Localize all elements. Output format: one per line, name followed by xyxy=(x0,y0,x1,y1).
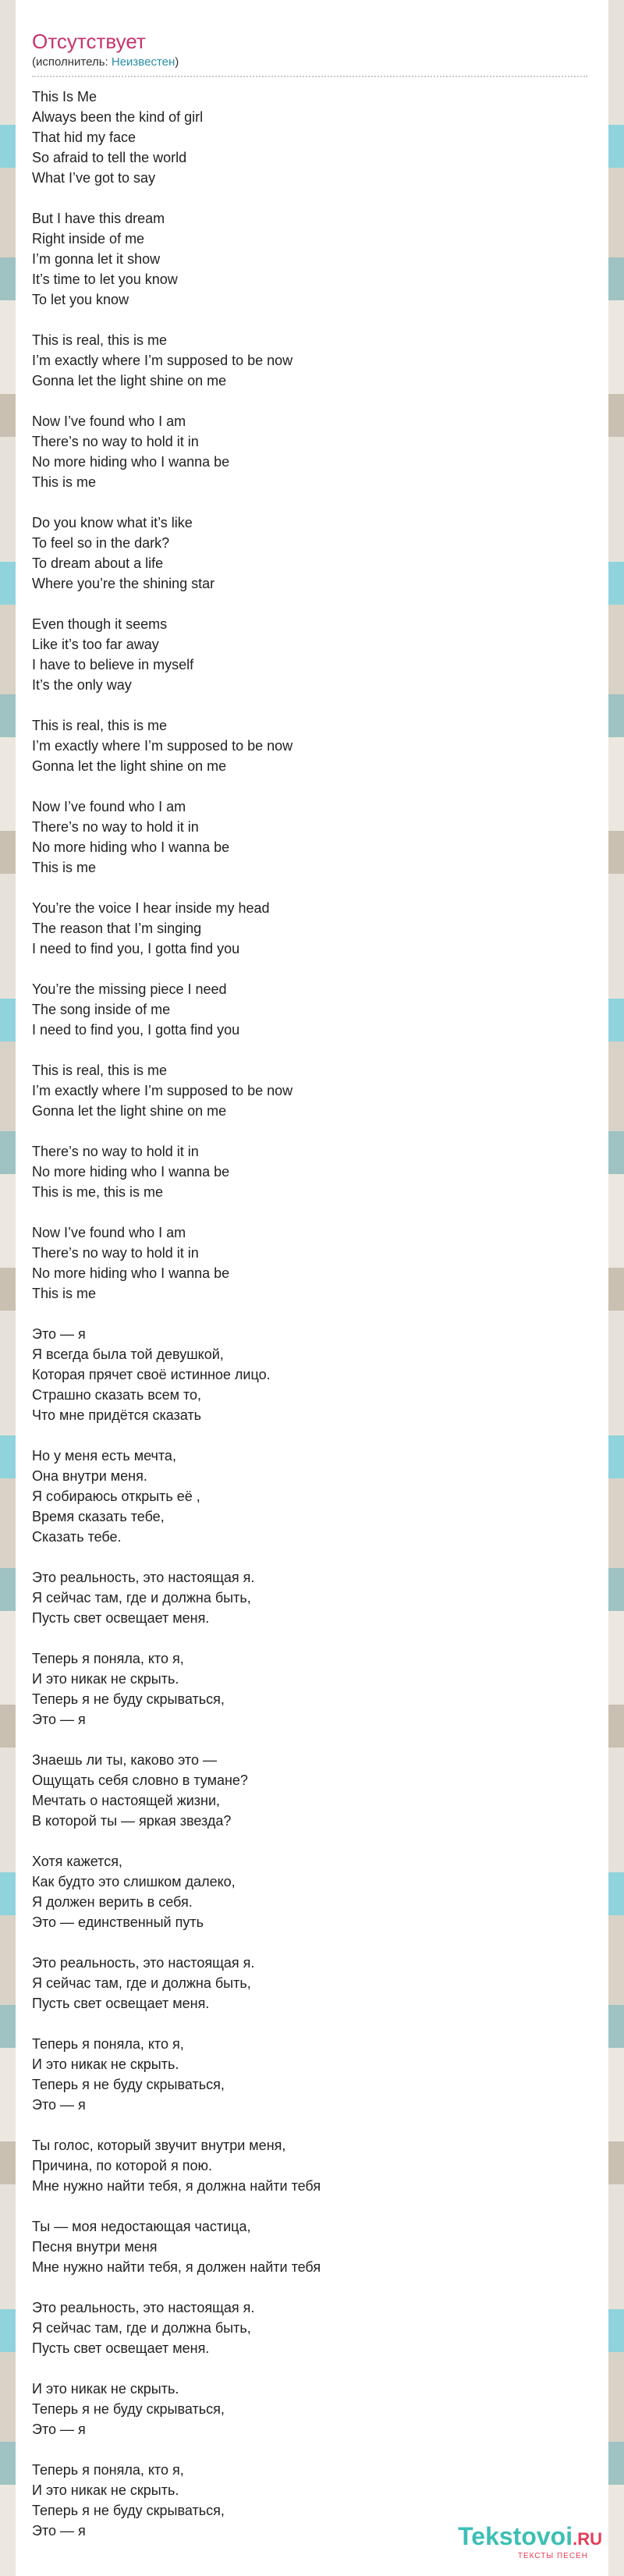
lyrics-line: There’s no way to hold it in xyxy=(32,819,199,835)
lyrics-line: В которой ты — яркая звезда? xyxy=(32,1813,232,1829)
lyrics-line: Это — я xyxy=(32,1326,86,1342)
artist-byline xyxy=(32,55,587,77)
lyrics-line: To dream about a life xyxy=(32,555,164,571)
lyrics-line: Теперь я поняла, кто я, xyxy=(32,2462,184,2478)
lyrics-line: This is me, this is me xyxy=(32,1184,164,1200)
lyrics-line: Знаешь ли ты, каково это — xyxy=(32,1752,217,1768)
logo-wordmark xyxy=(458,2524,602,2552)
lyrics-line: That hid my face xyxy=(32,130,136,145)
lyrics-stanza xyxy=(32,2135,592,2196)
lyrics-line: Это реальность, это настоящая я. xyxy=(32,2300,255,2315)
lyrics-stanza xyxy=(32,2297,592,2358)
lyrics-line: But I have this dream xyxy=(32,211,165,226)
lyrics-stanza xyxy=(32,1324,592,1425)
lyrics-line: Это — я xyxy=(32,2422,86,2437)
lyrics-stanza xyxy=(32,1446,592,1547)
lyrics-line: Теперь я не буду скрываться, xyxy=(32,2077,225,2092)
lyrics-line: Которая прячет своё истинное лицо. xyxy=(32,1367,271,1382)
lyrics-line: Как будто это слишком далеко, xyxy=(32,1874,236,1889)
lyrics-line: Что мне придётся сказать xyxy=(32,1407,202,1423)
lyrics-line: Это — единственный путь xyxy=(32,1914,204,1930)
lyrics-line: Пусть свет освещает меня. xyxy=(32,2340,210,2356)
lyrics-line: It’s the only way xyxy=(32,677,132,693)
lyrics-line: Gonna let the light shine on me xyxy=(32,758,227,774)
lyrics-line: Ты голос, который звучит внутри меня, xyxy=(32,2138,286,2153)
site-logo[interactable] xyxy=(458,2524,602,2560)
lyrics-line: Ты — моя недостающая частица, xyxy=(32,2219,251,2234)
lyrics-line: Я сейчас там, где и должна быть, xyxy=(32,1975,251,1991)
lyrics-line: This is real, this is me xyxy=(32,718,168,733)
lyrics-line: There’s no way to hold it in xyxy=(32,434,199,449)
lyrics-line: This is real, this is me xyxy=(32,332,168,348)
lyrics-line: Where you’re the shining star xyxy=(32,576,215,591)
lyrics-line: To let you know xyxy=(32,292,129,307)
lyrics-line: Мне нужно найти тебя, я должна найти тебя xyxy=(32,2178,321,2194)
lyrics-line: Мне нужно найти тебя, я должен найти тебя xyxy=(32,2259,321,2275)
artist-link[interactable]: Неизвестен xyxy=(111,55,176,69)
lyrics-stanza xyxy=(32,1141,592,1202)
lyrics-line: И это никак не скрыть. xyxy=(32,2482,179,2498)
lyrics-line: Это — я xyxy=(32,2523,86,2539)
lyrics-line: Теперь я не буду скрываться, xyxy=(32,2503,225,2518)
lyrics-line: Always been the kind of girl xyxy=(32,109,204,125)
lyrics-line: This is me xyxy=(32,1286,97,1301)
lyrics-line: I’m gonna let it show xyxy=(32,251,161,267)
lyrics-line: I’m exactly where I’m supposed to be now xyxy=(32,738,293,754)
lyrics-line: Now I’ve found who I am xyxy=(32,799,186,814)
lyrics-line: Я сейчас там, где и должна быть, xyxy=(32,1590,251,1606)
lyrics-line: I’m exactly where I’m supposed to be now xyxy=(32,1083,293,1098)
logo-name: Tekstovoi xyxy=(458,2522,573,2550)
lyrics-line: Это — я xyxy=(32,2097,86,2113)
lyrics-stanza xyxy=(32,1953,592,2014)
lyrics-line: Сказать тебе. xyxy=(32,1529,122,1545)
lyrics-stanza xyxy=(32,1750,592,1831)
lyrics-line: There’s no way to hold it in xyxy=(32,1144,199,1159)
lyrics-stanza xyxy=(32,1222,592,1304)
lyrics-line: Пусть свет освещает меня. xyxy=(32,1610,210,1626)
lyrics-line: There’s no way to hold it in xyxy=(32,1245,199,1261)
lyrics-line: Это реальность, это настоящая я. xyxy=(32,1570,255,1585)
lyrics-stanza xyxy=(32,1060,592,1121)
lyrics-stanza xyxy=(32,208,592,310)
lyrics-stanza xyxy=(32,2379,592,2439)
lyrics-line: Причина, по которой я пою. xyxy=(32,2158,212,2173)
logo-tld: .RU xyxy=(573,2529,602,2549)
lyrics-line: Это — я xyxy=(32,1712,86,1727)
lyrics-line: The reason that I’m singing xyxy=(32,921,202,936)
lyrics-line: Хотя кажется, xyxy=(32,1854,122,1869)
lyrics-line: This is me xyxy=(32,860,97,875)
lyrics-line: Я должен верить в себя. xyxy=(32,1894,193,1910)
lyrics-stanza xyxy=(32,715,592,776)
lyrics-line: Gonna let the light shine on me xyxy=(32,1103,227,1119)
lyrics-line: Now I’ve found who I am xyxy=(32,413,186,429)
lyrics-line: Она внутри меня. xyxy=(32,1468,147,1484)
lyrics-line: Gonna let the light shine on me xyxy=(32,373,227,389)
lyrics-stanza xyxy=(32,1851,592,1932)
lyrics-line: The song inside of me xyxy=(32,1002,171,1017)
lyrics-line: So afraid to tell the world xyxy=(32,150,187,165)
lyrics-line: Even though it seems xyxy=(32,616,168,632)
lyrics-line: Страшно сказать всем то, xyxy=(32,1387,202,1403)
lyrics-line: Теперь я не буду скрываться, xyxy=(32,1691,225,1707)
lyrics-line: What I’ve got to say xyxy=(32,170,156,186)
lyrics-line: No more hiding who I wanna be xyxy=(32,454,230,470)
lyrics-line: Ощущать себя словно в тумане? xyxy=(32,1772,248,1788)
lyrics-line: Now I’ve found who I am xyxy=(32,1225,186,1240)
logo-tagline: ТЕКСТЫ ПЕСЕН xyxy=(517,2552,588,2560)
lyrics-stanza xyxy=(32,898,592,959)
lyrics-line: И это никак не скрыть. xyxy=(32,1671,179,1687)
lyrics-line: Песня внутри меня xyxy=(32,2239,158,2255)
lyrics-line: Теперь я не буду скрываться, xyxy=(32,2401,225,2417)
byline-prefix: (исполнитель: xyxy=(32,55,112,69)
lyrics-stanza xyxy=(32,979,592,1040)
lyrics-line: Right inside of me xyxy=(32,231,145,247)
lyrics-line: Теперь я поняла, кто я, xyxy=(32,1651,184,1666)
lyrics-line: This is me xyxy=(32,474,97,490)
lyrics-stanza xyxy=(32,411,592,492)
lyrics-line: Do you know what it’s like xyxy=(32,515,193,530)
lyrics-line: To feel so in the dark? xyxy=(32,535,170,551)
lyrics-line: I have to believe in myself xyxy=(32,657,194,672)
lyrics-stanza xyxy=(32,87,592,188)
lyrics-line: No more hiding who I wanna be xyxy=(32,1265,230,1281)
lyrics-stanza xyxy=(32,2034,592,2115)
lyrics-line: You’re the missing piece I need xyxy=(32,981,227,997)
lyrics-line: Пусть свет освещает меня. xyxy=(32,1996,210,2011)
lyrics-stanza xyxy=(32,2216,592,2277)
lyrics-line: No more hiding who I wanna be xyxy=(32,1164,230,1180)
lyrics-line: Я собираюсь открыть её , xyxy=(32,1488,200,1504)
lyrics-line: И это никак не скрыть. xyxy=(32,2056,179,2072)
byline-suffix: ) xyxy=(175,55,179,69)
lyrics-stanza xyxy=(32,330,592,391)
lyrics-line: I need to find you, I gotta find you xyxy=(32,1022,240,1038)
lyrics-line: You’re the voice I hear inside my head xyxy=(32,900,270,916)
lyrics-line: И это никак не скрыть. xyxy=(32,2381,179,2397)
lyrics-body xyxy=(32,87,592,2541)
lyrics-line: Мечтать о настоящей жизни, xyxy=(32,1793,221,1808)
lyrics-line: It’s time to let you know xyxy=(32,271,178,287)
lyrics-stanza xyxy=(32,797,592,878)
lyrics-line: This is real, this is me xyxy=(32,1063,168,1078)
lyrics-line: Like it’s too far away xyxy=(32,637,159,652)
song-title: Отсутствует xyxy=(32,30,146,53)
lyrics-stanza xyxy=(32,513,592,594)
lyrics-stanza xyxy=(32,1648,592,1730)
lyrics-line: I’m exactly where I’m supposed to be now xyxy=(32,353,293,368)
lyrics-stanza xyxy=(32,614,592,695)
lyrics-line: Время сказать тебе, xyxy=(32,1509,165,1524)
lyrics-line: This Is Me xyxy=(32,89,98,105)
lyrics-line: I need to find you, I gotta find you xyxy=(32,941,240,956)
lyrics-line: Но у меня есть мечта, xyxy=(32,1448,176,1464)
lyrics-stanza xyxy=(32,1567,592,1628)
lyrics-line: Это реальность, это настоящая я. xyxy=(32,1955,255,1971)
lyrics-line: Теперь я поняла, кто я, xyxy=(32,2036,184,2052)
lyrics-line: Я всегда была той девушкой, xyxy=(32,1347,224,1362)
lyrics-card xyxy=(16,0,608,2576)
lyrics-line: No more hiding who I wanna be xyxy=(32,839,230,855)
lyrics-line: Я сейчас там, где и должна быть, xyxy=(32,2320,251,2336)
